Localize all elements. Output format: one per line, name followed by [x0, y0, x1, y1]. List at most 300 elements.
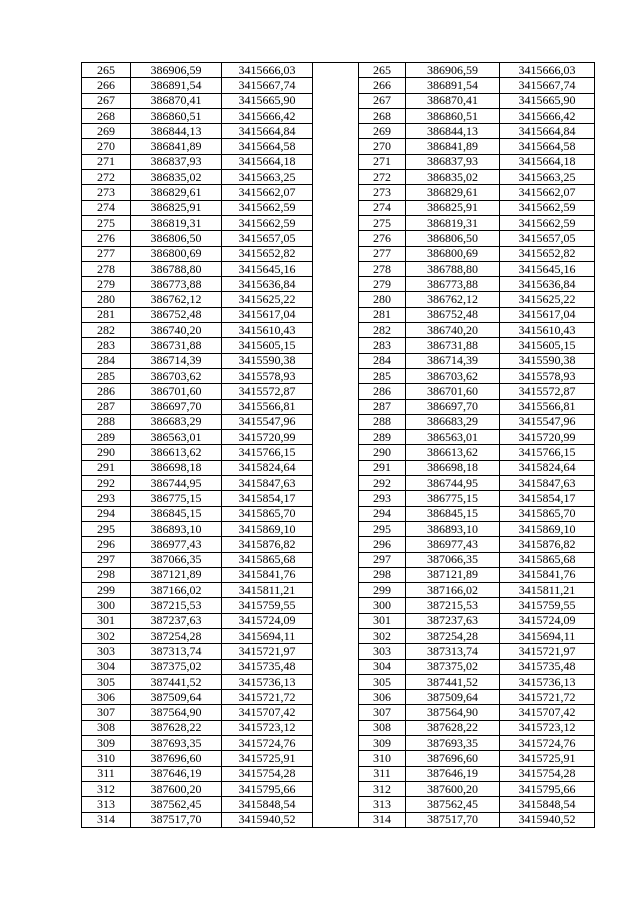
left-y-coordinate-cell: 3415854,17 — [222, 491, 313, 506]
column-gap — [313, 797, 359, 812]
left-x-coordinate-cell: 386752,48 — [131, 307, 222, 322]
left-point-number-cell: 278 — [82, 261, 131, 276]
right-point-number-cell: 271 — [359, 154, 406, 169]
right-y-coordinate-cell: 3415724,76 — [500, 736, 595, 751]
right-point-number-cell: 303 — [359, 644, 406, 659]
column-gap — [313, 307, 359, 322]
table-row — [82, 491, 595, 506]
right-point-number-cell: 284 — [359, 353, 406, 368]
right-point-number-cell: 276 — [359, 231, 406, 246]
right-y-coordinate-cell: 3415665,90 — [500, 93, 595, 108]
table-row — [82, 598, 595, 613]
left-x-coordinate-cell: 386701,60 — [131, 384, 222, 399]
left-x-coordinate-cell: 386844,13 — [131, 124, 222, 139]
left-x-coordinate-cell: 386731,88 — [131, 338, 222, 353]
left-point-number-cell: 311 — [82, 766, 131, 781]
left-x-coordinate-cell: 387313,74 — [131, 644, 222, 659]
right-point-number-cell: 274 — [359, 200, 406, 215]
left-x-coordinate-cell: 387254,28 — [131, 628, 222, 643]
right-y-coordinate-cell: 3415766,15 — [500, 445, 595, 460]
right-y-coordinate-cell: 3415847,63 — [500, 476, 595, 491]
left-point-number-cell: 269 — [82, 124, 131, 139]
left-point-number-cell: 287 — [82, 399, 131, 414]
left-point-number-cell: 265 — [82, 63, 131, 78]
left-y-coordinate-cell: 3415940,52 — [222, 812, 313, 827]
column-gap — [313, 399, 359, 414]
right-point-number-cell: 299 — [359, 583, 406, 598]
right-x-coordinate-cell: 386845,15 — [406, 506, 500, 521]
left-point-number-cell: 286 — [82, 384, 131, 399]
column-gap — [313, 93, 359, 108]
right-x-coordinate-cell: 386800,69 — [406, 246, 500, 261]
right-x-coordinate-cell: 387509,64 — [406, 690, 500, 705]
table-row — [82, 323, 595, 338]
column-gap — [313, 491, 359, 506]
left-x-coordinate-cell: 387066,35 — [131, 552, 222, 567]
left-x-coordinate-cell: 386788,80 — [131, 261, 222, 276]
right-y-coordinate-cell: 3415666,03 — [500, 63, 595, 78]
right-x-coordinate-cell: 386752,48 — [406, 307, 500, 322]
right-x-coordinate-cell: 386860,51 — [406, 108, 500, 123]
right-point-number-cell: 288 — [359, 414, 406, 429]
coordinates-table — [81, 62, 595, 828]
table-row — [82, 674, 595, 689]
right-y-coordinate-cell: 3415759,55 — [500, 598, 595, 613]
column-gap — [313, 78, 359, 93]
left-y-coordinate-cell: 3415724,09 — [222, 613, 313, 628]
column-gap — [313, 476, 359, 491]
right-y-coordinate-cell: 3415848,54 — [500, 797, 595, 812]
left-y-coordinate-cell: 3415657,05 — [222, 231, 313, 246]
left-point-number-cell: 291 — [82, 460, 131, 475]
column-gap — [313, 644, 359, 659]
right-point-number-cell: 296 — [359, 537, 406, 552]
table-row — [82, 797, 595, 812]
table-row — [82, 414, 595, 429]
table-row — [82, 154, 595, 169]
right-point-number-cell: 314 — [359, 812, 406, 827]
left-point-number-cell: 301 — [82, 613, 131, 628]
left-x-coordinate-cell: 387564,90 — [131, 705, 222, 720]
left-x-coordinate-cell: 386870,41 — [131, 93, 222, 108]
right-y-coordinate-cell: 3415667,74 — [500, 78, 595, 93]
left-y-coordinate-cell: 3415662,07 — [222, 185, 313, 200]
left-x-coordinate-cell: 386860,51 — [131, 108, 222, 123]
table-row — [82, 292, 595, 307]
right-x-coordinate-cell: 386837,93 — [406, 154, 500, 169]
table-row — [82, 170, 595, 185]
table-row — [82, 368, 595, 383]
column-gap — [313, 766, 359, 781]
left-point-number-cell: 292 — [82, 476, 131, 491]
left-y-coordinate-cell: 3415664,58 — [222, 139, 313, 154]
right-y-coordinate-cell: 3415721,97 — [500, 644, 595, 659]
right-point-number-cell: 294 — [359, 506, 406, 521]
left-y-coordinate-cell: 3415636,84 — [222, 277, 313, 292]
right-point-number-cell: 266 — [359, 78, 406, 93]
table-row — [82, 506, 595, 521]
right-y-coordinate-cell: 3415824,64 — [500, 460, 595, 475]
right-point-number-cell: 305 — [359, 674, 406, 689]
right-point-number-cell: 277 — [359, 246, 406, 261]
left-x-coordinate-cell: 387237,63 — [131, 613, 222, 628]
column-gap — [313, 384, 359, 399]
column-gap — [313, 521, 359, 536]
table-row — [82, 567, 595, 582]
left-x-coordinate-cell: 386775,15 — [131, 491, 222, 506]
left-point-number-cell: 275 — [82, 215, 131, 230]
table-row — [82, 812, 595, 827]
column-gap — [313, 552, 359, 567]
left-y-coordinate-cell: 3415662,59 — [222, 215, 313, 230]
left-y-coordinate-cell: 3415663,25 — [222, 170, 313, 185]
left-y-coordinate-cell: 3415876,82 — [222, 537, 313, 552]
left-point-number-cell: 279 — [82, 277, 131, 292]
right-y-coordinate-cell: 3415841,76 — [500, 567, 595, 582]
right-x-coordinate-cell: 386841,89 — [406, 139, 500, 154]
column-gap — [313, 215, 359, 230]
column-gap — [313, 598, 359, 613]
right-point-number-cell: 278 — [359, 261, 406, 276]
column-gap — [313, 414, 359, 429]
left-point-number-cell: 300 — [82, 598, 131, 613]
table-row — [82, 108, 595, 123]
right-y-coordinate-cell: 3415854,17 — [500, 491, 595, 506]
left-y-coordinate-cell: 3415736,13 — [222, 674, 313, 689]
left-x-coordinate-cell: 386906,59 — [131, 63, 222, 78]
right-point-number-cell: 267 — [359, 93, 406, 108]
right-y-coordinate-cell: 3415662,59 — [500, 200, 595, 215]
right-x-coordinate-cell: 387696,60 — [406, 751, 500, 766]
left-x-coordinate-cell: 387121,89 — [131, 567, 222, 582]
table-row — [82, 766, 595, 781]
table-row — [82, 200, 595, 215]
left-point-number-cell: 274 — [82, 200, 131, 215]
right-x-coordinate-cell: 386835,02 — [406, 170, 500, 185]
right-point-number-cell: 275 — [359, 215, 406, 230]
left-point-number-cell: 294 — [82, 506, 131, 521]
left-x-coordinate-cell: 386613,62 — [131, 445, 222, 460]
left-point-number-cell: 305 — [82, 674, 131, 689]
right-y-coordinate-cell: 3415590,38 — [500, 353, 595, 368]
table-row — [82, 521, 595, 536]
table-row — [82, 307, 595, 322]
right-y-coordinate-cell: 3415663,25 — [500, 170, 595, 185]
table-row — [82, 124, 595, 139]
left-point-number-cell: 309 — [82, 736, 131, 751]
column-gap — [313, 751, 359, 766]
right-y-coordinate-cell: 3415657,05 — [500, 231, 595, 246]
left-x-coordinate-cell: 386714,39 — [131, 353, 222, 368]
right-y-coordinate-cell: 3415664,18 — [500, 154, 595, 169]
coordinates-table-body — [82, 63, 595, 828]
right-point-number-cell: 291 — [359, 460, 406, 475]
table-row — [82, 93, 595, 108]
right-point-number-cell: 304 — [359, 659, 406, 674]
left-y-coordinate-cell: 3415667,74 — [222, 78, 313, 93]
left-point-number-cell: 285 — [82, 368, 131, 383]
right-point-number-cell: 270 — [359, 139, 406, 154]
left-point-number-cell: 313 — [82, 797, 131, 812]
right-point-number-cell: 285 — [359, 368, 406, 383]
left-point-number-cell: 273 — [82, 185, 131, 200]
left-x-coordinate-cell: 386744,95 — [131, 476, 222, 491]
left-y-coordinate-cell: 3415724,76 — [222, 736, 313, 751]
column-gap — [313, 139, 359, 154]
right-y-coordinate-cell: 3415610,43 — [500, 323, 595, 338]
right-x-coordinate-cell: 387646,19 — [406, 766, 500, 781]
left-x-coordinate-cell: 386841,89 — [131, 139, 222, 154]
column-gap — [313, 246, 359, 261]
left-point-number-cell: 298 — [82, 567, 131, 582]
right-x-coordinate-cell: 387237,63 — [406, 613, 500, 628]
right-x-coordinate-cell: 386701,60 — [406, 384, 500, 399]
right-x-coordinate-cell: 386829,61 — [406, 185, 500, 200]
left-y-coordinate-cell: 3415590,38 — [222, 353, 313, 368]
left-point-number-cell: 297 — [82, 552, 131, 567]
left-x-coordinate-cell: 386837,93 — [131, 154, 222, 169]
left-x-coordinate-cell: 387646,19 — [131, 766, 222, 781]
left-y-coordinate-cell: 3415848,54 — [222, 797, 313, 812]
left-x-coordinate-cell: 386683,29 — [131, 414, 222, 429]
left-point-number-cell: 271 — [82, 154, 131, 169]
left-x-coordinate-cell: 387562,45 — [131, 797, 222, 812]
right-y-coordinate-cell: 3415754,28 — [500, 766, 595, 781]
table-row — [82, 537, 595, 552]
left-x-coordinate-cell: 387215,53 — [131, 598, 222, 613]
left-y-coordinate-cell: 3415735,48 — [222, 659, 313, 674]
left-y-coordinate-cell: 3415725,91 — [222, 751, 313, 766]
left-point-number-cell: 290 — [82, 445, 131, 460]
right-point-number-cell: 273 — [359, 185, 406, 200]
table-row — [82, 659, 595, 674]
right-x-coordinate-cell: 386870,41 — [406, 93, 500, 108]
column-gap — [313, 353, 359, 368]
left-y-coordinate-cell: 3415572,87 — [222, 384, 313, 399]
column-gap — [313, 781, 359, 796]
right-point-number-cell: 287 — [359, 399, 406, 414]
table-row — [82, 399, 595, 414]
right-x-coordinate-cell: 386563,01 — [406, 430, 500, 445]
right-y-coordinate-cell: 3415795,66 — [500, 781, 595, 796]
table-row — [82, 338, 595, 353]
column-gap — [313, 261, 359, 276]
column-gap — [313, 185, 359, 200]
left-point-number-cell: 280 — [82, 292, 131, 307]
column-gap — [313, 292, 359, 307]
left-x-coordinate-cell: 386891,54 — [131, 78, 222, 93]
right-x-coordinate-cell: 387215,53 — [406, 598, 500, 613]
column-gap — [313, 170, 359, 185]
right-y-coordinate-cell: 3415811,21 — [500, 583, 595, 598]
left-point-number-cell: 283 — [82, 338, 131, 353]
right-y-coordinate-cell: 3415645,16 — [500, 261, 595, 276]
left-x-coordinate-cell: 386893,10 — [131, 521, 222, 536]
left-y-coordinate-cell: 3415664,18 — [222, 154, 313, 169]
right-y-coordinate-cell: 3415547,96 — [500, 414, 595, 429]
right-y-coordinate-cell: 3415652,82 — [500, 246, 595, 261]
right-y-coordinate-cell: 3415736,13 — [500, 674, 595, 689]
column-gap — [313, 613, 359, 628]
column-gap — [313, 567, 359, 582]
left-x-coordinate-cell: 387509,64 — [131, 690, 222, 705]
table-row — [82, 613, 595, 628]
right-y-coordinate-cell: 3415735,48 — [500, 659, 595, 674]
right-x-coordinate-cell: 386844,13 — [406, 124, 500, 139]
left-x-coordinate-cell: 386563,01 — [131, 430, 222, 445]
left-point-number-cell: 277 — [82, 246, 131, 261]
left-point-number-cell: 284 — [82, 353, 131, 368]
column-gap — [313, 720, 359, 735]
table-row — [82, 430, 595, 445]
column-gap — [313, 63, 359, 78]
left-y-coordinate-cell: 3415666,42 — [222, 108, 313, 123]
left-x-coordinate-cell: 386698,18 — [131, 460, 222, 475]
left-y-coordinate-cell: 3415795,66 — [222, 781, 313, 796]
right-x-coordinate-cell: 386893,10 — [406, 521, 500, 536]
table-row — [82, 139, 595, 154]
table-row — [82, 215, 595, 230]
table-row — [82, 690, 595, 705]
left-y-coordinate-cell: 3415759,55 — [222, 598, 313, 613]
right-point-number-cell: 281 — [359, 307, 406, 322]
table-row — [82, 277, 595, 292]
left-y-coordinate-cell: 3415865,70 — [222, 506, 313, 521]
column-gap — [313, 338, 359, 353]
left-point-number-cell: 293 — [82, 491, 131, 506]
left-point-number-cell: 295 — [82, 521, 131, 536]
column-gap — [313, 628, 359, 643]
table-row — [82, 781, 595, 796]
right-y-coordinate-cell: 3415662,59 — [500, 215, 595, 230]
left-y-coordinate-cell: 3415566,81 — [222, 399, 313, 414]
right-y-coordinate-cell: 3415664,58 — [500, 139, 595, 154]
right-x-coordinate-cell: 387375,02 — [406, 659, 500, 674]
left-x-coordinate-cell: 386762,12 — [131, 292, 222, 307]
table-row — [82, 583, 595, 598]
left-y-coordinate-cell: 3415766,15 — [222, 445, 313, 460]
left-y-coordinate-cell: 3415754,28 — [222, 766, 313, 781]
left-point-number-cell: 267 — [82, 93, 131, 108]
right-x-coordinate-cell: 387600,20 — [406, 781, 500, 796]
left-y-coordinate-cell: 3415723,12 — [222, 720, 313, 735]
right-y-coordinate-cell: 3415723,12 — [500, 720, 595, 735]
right-y-coordinate-cell: 3415724,09 — [500, 613, 595, 628]
right-y-coordinate-cell: 3415572,87 — [500, 384, 595, 399]
right-x-coordinate-cell: 386775,15 — [406, 491, 500, 506]
table-row — [82, 353, 595, 368]
left-y-coordinate-cell: 3415610,43 — [222, 323, 313, 338]
left-y-coordinate-cell: 3415617,04 — [222, 307, 313, 322]
right-x-coordinate-cell: 386613,62 — [406, 445, 500, 460]
right-x-coordinate-cell: 387564,90 — [406, 705, 500, 720]
left-point-number-cell: 272 — [82, 170, 131, 185]
right-y-coordinate-cell: 3415865,70 — [500, 506, 595, 521]
left-point-number-cell: 288 — [82, 414, 131, 429]
left-x-coordinate-cell: 386800,69 — [131, 246, 222, 261]
right-x-coordinate-cell: 387441,52 — [406, 674, 500, 689]
right-point-number-cell: 290 — [359, 445, 406, 460]
right-x-coordinate-cell: 386806,50 — [406, 231, 500, 246]
left-y-coordinate-cell: 3415652,82 — [222, 246, 313, 261]
right-x-coordinate-cell: 387121,89 — [406, 567, 500, 582]
left-point-number-cell: 296 — [82, 537, 131, 552]
right-point-number-cell: 308 — [359, 720, 406, 735]
right-point-number-cell: 269 — [359, 124, 406, 139]
left-point-number-cell: 304 — [82, 659, 131, 674]
column-gap — [313, 231, 359, 246]
left-point-number-cell: 289 — [82, 430, 131, 445]
left-point-number-cell: 299 — [82, 583, 131, 598]
left-x-coordinate-cell: 387696,60 — [131, 751, 222, 766]
right-y-coordinate-cell: 3415707,42 — [500, 705, 595, 720]
left-x-coordinate-cell: 386697,70 — [131, 399, 222, 414]
left-x-coordinate-cell: 387441,52 — [131, 674, 222, 689]
right-point-number-cell: 292 — [359, 476, 406, 491]
column-gap — [313, 659, 359, 674]
table-row — [82, 246, 595, 261]
left-y-coordinate-cell: 3415578,93 — [222, 368, 313, 383]
column-gap — [313, 108, 359, 123]
left-y-coordinate-cell: 3415707,42 — [222, 705, 313, 720]
right-y-coordinate-cell: 3415721,72 — [500, 690, 595, 705]
right-point-number-cell: 280 — [359, 292, 406, 307]
table-row — [82, 231, 595, 246]
right-point-number-cell: 302 — [359, 628, 406, 643]
right-x-coordinate-cell: 386819,31 — [406, 215, 500, 230]
right-point-number-cell: 307 — [359, 705, 406, 720]
left-point-number-cell: 314 — [82, 812, 131, 827]
left-y-coordinate-cell: 3415547,96 — [222, 414, 313, 429]
left-y-coordinate-cell: 3415666,03 — [222, 63, 313, 78]
right-point-number-cell: 265 — [359, 63, 406, 78]
right-y-coordinate-cell: 3415625,22 — [500, 292, 595, 307]
column-gap — [313, 154, 359, 169]
left-x-coordinate-cell: 386806,50 — [131, 231, 222, 246]
left-point-number-cell: 282 — [82, 323, 131, 338]
left-y-coordinate-cell: 3415605,15 — [222, 338, 313, 353]
table-row — [82, 751, 595, 766]
table-row — [82, 628, 595, 643]
left-point-number-cell: 307 — [82, 705, 131, 720]
right-y-coordinate-cell: 3415720,99 — [500, 430, 595, 445]
right-point-number-cell: 312 — [359, 781, 406, 796]
table-row — [82, 185, 595, 200]
right-x-coordinate-cell: 386698,18 — [406, 460, 500, 475]
right-x-coordinate-cell: 386731,88 — [406, 338, 500, 353]
column-gap — [313, 277, 359, 292]
column-gap — [313, 323, 359, 338]
table-row — [82, 460, 595, 475]
right-y-coordinate-cell: 3415666,42 — [500, 108, 595, 123]
right-x-coordinate-cell: 386788,80 — [406, 261, 500, 276]
right-y-coordinate-cell: 3415578,93 — [500, 368, 595, 383]
right-point-number-cell: 282 — [359, 323, 406, 338]
right-point-number-cell: 298 — [359, 567, 406, 582]
table-row — [82, 384, 595, 399]
right-x-coordinate-cell: 387693,35 — [406, 736, 500, 751]
right-x-coordinate-cell: 386773,88 — [406, 277, 500, 292]
left-y-coordinate-cell: 3415664,84 — [222, 124, 313, 139]
column-gap — [313, 368, 359, 383]
right-point-number-cell: 279 — [359, 277, 406, 292]
table-row — [82, 644, 595, 659]
right-x-coordinate-cell: 387517,70 — [406, 812, 500, 827]
right-y-coordinate-cell: 3415865,68 — [500, 552, 595, 567]
left-point-number-cell: 306 — [82, 690, 131, 705]
left-y-coordinate-cell: 3415865,68 — [222, 552, 313, 567]
right-x-coordinate-cell: 387166,02 — [406, 583, 500, 598]
